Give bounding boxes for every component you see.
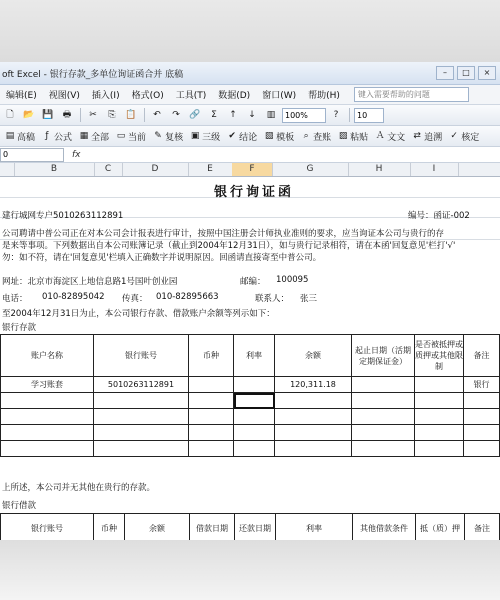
table-cell[interactable] xyxy=(275,425,352,441)
maximize-button[interactable]: □ xyxy=(457,66,475,80)
table-cell[interactable] xyxy=(234,441,275,457)
menu-tools[interactable]: 工具(T) xyxy=(175,91,207,101)
header-remarks: 备注 xyxy=(464,335,500,377)
loan-table xyxy=(0,513,500,540)
conclusion-button[interactable]: ✔ 结论 xyxy=(228,131,258,143)
draft-button[interactable]: ▤ 高稿 xyxy=(5,131,36,143)
column-header-h[interactable]: H xyxy=(348,163,411,176)
menu-insert[interactable]: 插入(I) xyxy=(91,91,120,101)
menu-window[interactable]: 窗口(W) xyxy=(262,91,297,101)
document-title: 银行询证函 xyxy=(214,185,295,200)
postcode-value: 100095 xyxy=(276,275,309,285)
name-box[interactable]: 0 xyxy=(0,148,64,162)
phone-value: 010-82895042 xyxy=(42,292,105,302)
cell-remarks[interactable]: 银行 xyxy=(464,377,500,393)
loan-header-loan-date: 借款日期 xyxy=(190,514,235,541)
loan-header-currency: 币种 xyxy=(94,514,125,541)
cell-date[interactable] xyxy=(352,377,415,393)
open-icon[interactable]: 📂 xyxy=(23,110,35,120)
autosum-icon[interactable]: Σ xyxy=(211,110,217,120)
header-interest-rate: 利率 xyxy=(234,335,275,377)
column-header-g[interactable]: G xyxy=(272,163,349,176)
body-line-1: 公司聘请中普公司正在对本公司会计报表进行审计，按照中国注册会计师执业准则的要求，应当询证本公司与贵行的存 xyxy=(2,229,445,239)
address-line: 网址：北京市海淀区上地信息路1号国叶创业园 xyxy=(2,277,178,287)
redo-icon[interactable]: ↷ xyxy=(172,110,180,120)
cell-balance[interactable]: 120,311.18 xyxy=(275,377,352,393)
audit-toolbar xyxy=(0,126,500,147)
table-cell[interactable] xyxy=(189,393,234,409)
table-cell[interactable] xyxy=(1,393,94,409)
loan-header-pledge: 抵（质）押 xyxy=(416,514,465,541)
selected-cell[interactable] xyxy=(234,393,275,409)
paste-icon[interactable]: 📋 xyxy=(125,110,137,120)
zoom-select[interactable]: 100% xyxy=(282,108,326,123)
toolbar-separator xyxy=(349,108,350,122)
table-cell[interactable] xyxy=(94,425,189,441)
table-cell[interactable] xyxy=(1,425,94,441)
table-cell[interactable] xyxy=(1,441,94,457)
header-bank-account: 银行账号 xyxy=(94,335,189,377)
help-icon[interactable]: ? xyxy=(333,110,339,120)
background-bottom xyxy=(0,540,500,600)
cell-currency[interactable] xyxy=(189,377,234,393)
help-search-input[interactable]: 键入需要帮助的问题 xyxy=(354,87,469,102)
column-header-e[interactable]: E xyxy=(188,163,233,176)
loan-header-repay-date: 还款日期 xyxy=(235,514,276,541)
text-button[interactable]: Ａ 文文 xyxy=(375,131,406,143)
header-balance: 余额 xyxy=(275,335,352,377)
table-cell[interactable] xyxy=(189,409,234,425)
excel-window xyxy=(0,62,500,540)
table-cell[interactable] xyxy=(275,409,352,425)
formula-button[interactable]: ƒ 公式 xyxy=(45,131,73,143)
table-cell[interactable] xyxy=(94,441,189,457)
table-cell[interactable] xyxy=(464,409,500,425)
table-cell[interactable] xyxy=(275,393,352,409)
contact-label: 联系人： xyxy=(255,294,290,304)
fax-value: 010-82895663 xyxy=(156,292,219,302)
undo-icon[interactable]: ↶ xyxy=(153,110,161,120)
cell-account-name[interactable]: 学习账套 xyxy=(1,377,94,393)
window-title: oft Excel - 银行存款_多单位询证函合并 底稿 xyxy=(2,69,184,80)
column-header-f[interactable]: F xyxy=(232,163,273,176)
menu-data[interactable]: 数据(D) xyxy=(218,91,251,101)
review-button[interactable]: ✎ 复核 xyxy=(154,131,184,143)
table-cell[interactable] xyxy=(464,425,500,441)
header-restriction: 是否被抵押或质押或其他限制 xyxy=(415,335,464,377)
menu-view[interactable]: 视图(V) xyxy=(48,91,80,101)
worksheet[interactable] xyxy=(0,177,500,540)
fax-label: 传真： xyxy=(122,294,148,304)
template-button[interactable]: ▧ 模板 xyxy=(264,131,295,143)
cell-restriction[interactable] xyxy=(415,377,464,393)
recipient-line: 建行城网专户5010263112891 xyxy=(2,211,124,221)
cell-interest-rate[interactable] xyxy=(234,377,275,393)
trace-button[interactable]: ⇄ 追溯 xyxy=(413,131,443,143)
background-top xyxy=(0,0,500,62)
fx-icon[interactable]: fx xyxy=(72,149,81,160)
body-line-2: 是来等事项。下列数据出自本公司账簿记录（截止到2004年12月31日），如与贵行记录相符，请在本函'回复意见'栏打'√' xyxy=(2,241,456,251)
select-all-corner[interactable] xyxy=(0,163,15,176)
column-headers xyxy=(0,163,500,177)
body-line-3: 勿：如不符，请在'回复意见'栏填入正确数字并说明原因。回函请直接寄至中普公司。 xyxy=(2,253,322,263)
column-header-d[interactable]: D xyxy=(122,163,189,176)
toolbar-separator xyxy=(144,108,145,122)
table-cell[interactable] xyxy=(234,425,275,441)
table-cell[interactable] xyxy=(415,425,464,441)
table-cell[interactable] xyxy=(189,441,234,457)
loan-header-account: 银行账号 xyxy=(1,514,94,541)
all-button[interactable]: ▦ 全部 xyxy=(79,131,110,143)
formula-bar xyxy=(0,147,500,163)
verify-button[interactable]: ✓ 核定 xyxy=(450,131,480,143)
new-icon[interactable]: 🗋 xyxy=(6,110,14,120)
column-header-c[interactable]: C xyxy=(94,163,123,176)
cutoff-line: 至2004年12月31日为止，本公司银行存款、借款账户余额等列示如下： xyxy=(2,309,275,319)
phone-label: 电话： xyxy=(2,294,28,304)
menu-bar xyxy=(0,85,500,105)
sort-desc-icon[interactable]: ↓ xyxy=(248,110,256,120)
header-start-end-date: 起止日期（活期定期保证金） xyxy=(352,335,415,377)
loan-header-balance: 余额 xyxy=(125,514,190,541)
minimize-button[interactable]: – xyxy=(436,66,454,80)
postcode-label: 邮编： xyxy=(240,277,266,287)
loan-header-conditions: 其他借款条件 xyxy=(353,514,416,541)
save-icon[interactable]: 💾 xyxy=(42,110,54,120)
loan-header-remarks: 备注 xyxy=(465,514,500,541)
table-cell[interactable] xyxy=(464,393,500,409)
table-cell[interactable] xyxy=(234,409,275,425)
font-size-select[interactable]: 10 xyxy=(354,108,384,123)
column-header-b[interactable]: B xyxy=(14,163,95,176)
cell-bank-account[interactable]: 5010263112891 xyxy=(94,377,189,393)
menu-format[interactable]: 格式(O) xyxy=(131,91,164,101)
contact-value: 张三 xyxy=(300,294,318,304)
loan-section-title: 银行借款 xyxy=(2,501,37,511)
toolbar-separator xyxy=(80,108,81,122)
table-cell[interactable] xyxy=(415,441,464,457)
column-header-i[interactable]: I xyxy=(410,163,459,176)
table-cell[interactable] xyxy=(94,393,189,409)
table-cell[interactable] xyxy=(275,441,352,457)
table-cell[interactable] xyxy=(352,409,415,425)
current-button[interactable]: ▭ 当前 xyxy=(116,131,147,143)
chart-icon[interactable]: ▥ xyxy=(266,110,276,120)
paste-button[interactable]: ▨ 粘贴 xyxy=(338,131,369,143)
close-button[interactable]: × xyxy=(478,66,496,80)
cut-icon[interactable]: ✂ xyxy=(89,110,97,120)
check-account-button[interactable]: ⌕ 查账 xyxy=(303,131,332,143)
deposit-section-title: 银行存款 xyxy=(2,323,37,333)
column-header-j[interactable] xyxy=(458,163,500,176)
standard-toolbar xyxy=(0,105,500,126)
header-account-name: 账户名称 xyxy=(1,335,94,377)
hyperlink-icon[interactable]: 🔗 xyxy=(189,110,201,120)
table-cell[interactable] xyxy=(94,409,189,425)
copy-icon[interactable]: ⎘ xyxy=(108,110,116,120)
letter-number: 编号：函证-002 xyxy=(408,211,470,221)
deposit-table xyxy=(0,334,500,457)
table-cell[interactable] xyxy=(352,393,415,409)
level3-button[interactable]: ▣ 三级 xyxy=(190,131,221,143)
sort-asc-icon[interactable]: ↑ xyxy=(229,110,237,120)
table-cell[interactable] xyxy=(415,409,464,425)
print-icon[interactable]: 🖶 xyxy=(62,110,72,120)
table-cell[interactable] xyxy=(352,441,415,457)
menu-help[interactable]: 帮助(H) xyxy=(308,91,340,101)
title-bar xyxy=(0,62,500,85)
note-line: 上所述，本公司并无其他在贵行的存款。 xyxy=(2,483,156,493)
table-cell[interactable] xyxy=(189,425,234,441)
table-cell[interactable] xyxy=(415,393,464,409)
menu-edit[interactable]: 编辑(E) xyxy=(6,91,37,101)
table-cell[interactable] xyxy=(1,409,94,425)
loan-header-rate: 利率 xyxy=(276,514,353,541)
header-currency: 币种 xyxy=(189,335,234,377)
table-cell[interactable] xyxy=(352,425,415,441)
table-cell[interactable] xyxy=(464,441,500,457)
